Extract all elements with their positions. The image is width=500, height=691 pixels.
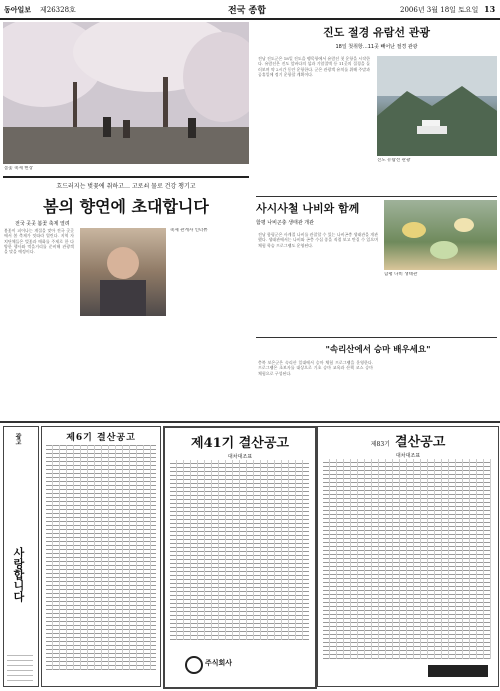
page-header [0, 0, 500, 20]
jindo-body: 전남 진도군은 18일 진도읍 팽목항에서 유람선 첫 운항을 시작한다. 유람선은 진도 앞바다의 섬과 기암절벽 등 11곳의 절경을 둘러보며 약 2시간 동안 운항한다. 군은 관광객 유치를 위해 주말과 공휴일에 정기 운항할 계획이다. [258, 56, 370, 77]
jindo-photo [377, 56, 497, 156]
cherry-body-col1: 봄꽃이 피어나는 계절을 맞아 전국 곳곳에서 봄 축제가 잇따라 열린다. 지역 자치단체들은 벚꽃과 매화를 주제로 한 다양한 행사와 먹을거리를 준비해 관광객을 맞을 예정이다. [4, 228, 74, 255]
cherry-kicker: 흐드러지는 벚꽃에 취하고… 고로쇠 물로 건강 챙기고 [56, 183, 196, 190]
cherry-subtitle: 전국 곳곳 봄꽃 축제 열려 [15, 221, 70, 227]
jindo-body-cont [377, 169, 497, 191]
interview-image [80, 228, 166, 316]
notice-83-table [323, 459, 491, 659]
jindo-subtitle: 18일 첫취항…11곳 빼어난 절경 관광 [335, 44, 418, 50]
jindo-photo-caption: 진도 유람선 관광 [377, 158, 411, 163]
lecture-body-cont [379, 343, 497, 418]
cherry-body-cont [4, 318, 248, 418]
notice-83-prefix: 제83기 [370, 441, 390, 448]
notice-6-title: 제6기 결산공고 [66, 433, 136, 443]
jindo-article-header [256, 22, 497, 52]
section-title: 전국 종합 [228, 6, 266, 16]
butterfly-photo [384, 200, 497, 270]
jindo-image [377, 56, 497, 156]
page-date: 2006년 3월 18일 토요일 [400, 6, 479, 14]
company-logo-icon [185, 656, 203, 674]
divider [256, 337, 497, 338]
notice-41-sub: 대차대조표 [227, 454, 253, 460]
interview-photo [80, 228, 166, 316]
divider [256, 196, 497, 197]
settlement-notice-6 [41, 426, 161, 687]
butterfly-body-cont [384, 286, 497, 334]
page-number: 13 [484, 4, 496, 14]
notice-41-table [170, 460, 309, 640]
butterfly-photo-caption: 함평 나비 생태관 [384, 272, 418, 277]
vertical-ad-footer [7, 655, 33, 681]
butterfly-body: 전남 함평군은 사계절 나비를 관찰할 수 있는 나비곤충 생태관을 개관했다. 생태관에서는 나비와 곤충 수십 종을 직접 보고 만질 수 있으며 체험 학습 프로그램도 운영된다. [258, 232, 378, 248]
interview-caption: 축제 관계자 인터뷰 [170, 228, 208, 233]
cherry-article-header [3, 176, 249, 226]
vertical-ad [3, 426, 39, 687]
butterfly-article-header [256, 200, 380, 228]
butterfly-subtitle: 함평 나비곤충 생태관 개관 [256, 220, 314, 226]
notice-83-sub: 대차대조표 [395, 453, 421, 459]
vertical-ad-top: 광고 [14, 433, 21, 445]
jindo-title: 진도 절경 유람선 관광 [322, 26, 431, 39]
settlement-notice-83 [317, 426, 499, 687]
notice-83-logo [428, 665, 488, 677]
cherry-blossom-image [3, 22, 249, 164]
ads-divider [0, 421, 500, 423]
cherry-title: 봄의 향연에 초대합니다 [43, 197, 209, 216]
newspaper-name: 동아일보 [4, 5, 32, 14]
settlement-notice-41 [163, 426, 317, 689]
notice-6-table [46, 445, 156, 670]
cherry-blossom-photo [3, 22, 249, 164]
notice-83-title: 결산공고 [395, 435, 446, 450]
vertical-ad-main: 사랑합니다 [12, 547, 25, 602]
notice-41-company: 주식회사 [205, 658, 233, 667]
lecture-title: "속리산에서 승마 배우세요" [325, 345, 431, 355]
butterfly-image [384, 200, 497, 270]
issue-number: 제26328호 [40, 6, 76, 14]
notice-41-title: 제41기 결산공고 [191, 436, 289, 451]
lecture-body: 충북 보은군은 속리산 일대에서 승마 체험 프로그램을 운영한다. 프로그램은 초보자를 대상으로 기초 승마 교육과 산책 코스 승마 체험으로 구성된다. [258, 360, 373, 376]
butterfly-title: 사시사철 나비와 함께 [256, 202, 360, 215]
cherry-photo-caption: 봄꽃 축제 현장 [4, 166, 33, 171]
